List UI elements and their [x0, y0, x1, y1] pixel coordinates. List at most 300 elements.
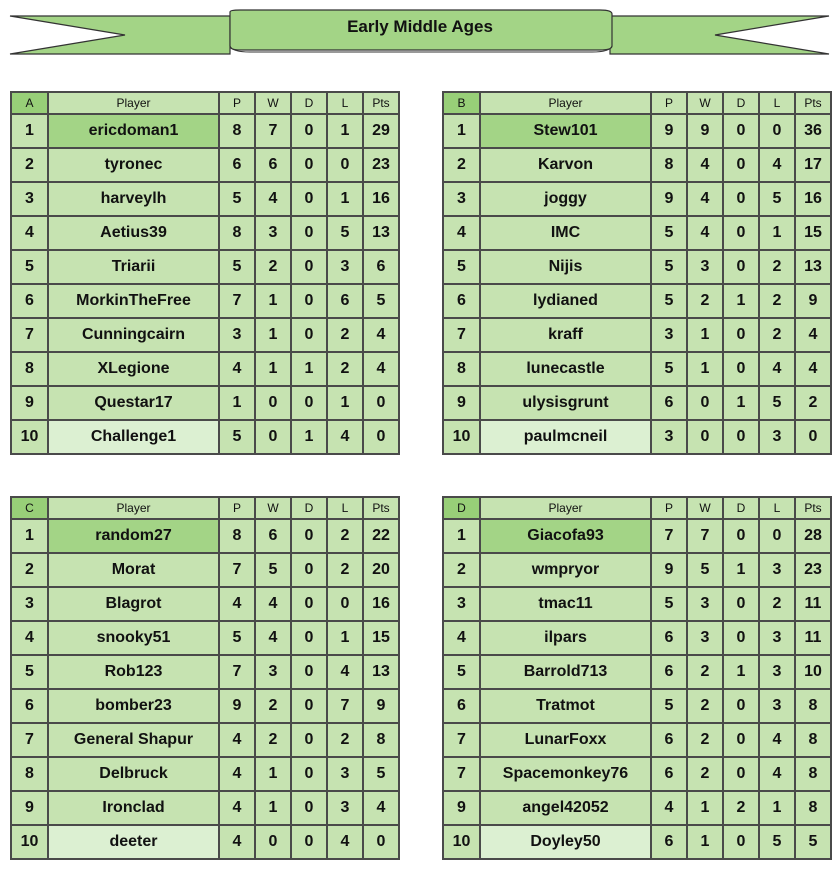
l-cell: 3 [327, 250, 363, 284]
d-cell: 0 [291, 250, 327, 284]
table-row [11, 757, 399, 791]
d-cell: 0 [291, 553, 327, 587]
rank-cell: 4 [11, 216, 48, 250]
player-name-cell: Doyley50 [480, 825, 651, 859]
rank-cell: 1 [443, 519, 480, 553]
pts-cell: 8 [795, 791, 831, 825]
pts-cell: 36 [795, 114, 831, 148]
pts-cell: 4 [363, 791, 399, 825]
l-cell: 6 [327, 284, 363, 318]
l-cell: 2 [327, 723, 363, 757]
table-row [11, 825, 399, 859]
pts-cell: 4 [795, 318, 831, 352]
player-name-cell: tmac11 [480, 587, 651, 621]
player-name-cell: bomber23 [48, 689, 219, 723]
w-cell: 1 [255, 791, 291, 825]
w-cell: 0 [255, 420, 291, 454]
w-cell: 2 [687, 723, 723, 757]
rank-cell: 7 [443, 757, 480, 791]
table-row [11, 587, 399, 621]
player-name-cell: IMC [480, 216, 651, 250]
p-cell: 5 [651, 284, 687, 318]
pts-cell: 0 [363, 386, 399, 420]
w-cell: 5 [687, 553, 723, 587]
d-cell: 0 [291, 318, 327, 352]
l-cell: 2 [327, 553, 363, 587]
d-cell: 0 [723, 757, 759, 791]
l-cell: 1 [327, 621, 363, 655]
rank-cell: 9 [11, 791, 48, 825]
p-cell: 7 [219, 553, 255, 587]
pts-cell: 0 [795, 420, 831, 454]
player-name-cell: tyronec [48, 148, 219, 182]
rank-cell: 6 [443, 689, 480, 723]
w-cell: 2 [255, 689, 291, 723]
w-cell: 4 [687, 216, 723, 250]
rank-cell: 3 [11, 182, 48, 216]
p-cell: 1 [219, 386, 255, 420]
table-row [443, 250, 831, 284]
pts-cell: 6 [363, 250, 399, 284]
p-cell: 5 [651, 250, 687, 284]
table-row [443, 284, 831, 318]
pts-cell: 0 [363, 825, 399, 859]
column-header-p: P [651, 92, 687, 114]
column-header-d: D [723, 497, 759, 519]
player-name-cell: Challenge1 [48, 420, 219, 454]
player-name-cell: Triarii [48, 250, 219, 284]
table-row [443, 114, 831, 148]
p-cell: 5 [651, 689, 687, 723]
p-cell: 6 [651, 386, 687, 420]
l-cell: 5 [759, 386, 795, 420]
rank-cell: 1 [443, 114, 480, 148]
group-b-table [442, 91, 832, 455]
l-cell: 4 [759, 723, 795, 757]
pts-cell: 5 [363, 757, 399, 791]
rank-cell: 6 [11, 689, 48, 723]
d-cell: 0 [291, 655, 327, 689]
l-cell: 4 [759, 352, 795, 386]
table-row [11, 216, 399, 250]
d-cell: 0 [723, 723, 759, 757]
column-header-p: P [219, 497, 255, 519]
d-cell: 0 [291, 216, 327, 250]
table-row [443, 757, 831, 791]
table-row [11, 420, 399, 454]
w-cell: 0 [255, 825, 291, 859]
rank-cell: 10 [11, 825, 48, 859]
l-cell: 1 [327, 386, 363, 420]
p-cell: 6 [219, 148, 255, 182]
w-cell: 6 [255, 148, 291, 182]
column-header-player: Player [480, 92, 651, 114]
table-row [11, 114, 399, 148]
d-cell: 0 [723, 420, 759, 454]
l-cell: 2 [327, 318, 363, 352]
l-cell: 2 [759, 587, 795, 621]
d-cell: 0 [291, 621, 327, 655]
d-cell: 0 [723, 114, 759, 148]
rank-cell: 10 [443, 420, 480, 454]
w-cell: 3 [687, 621, 723, 655]
l-cell: 3 [759, 420, 795, 454]
w-cell: 4 [687, 182, 723, 216]
pts-cell: 16 [795, 182, 831, 216]
table-row [443, 791, 831, 825]
player-name-cell: ilpars [480, 621, 651, 655]
column-header-w: W [687, 92, 723, 114]
rank-cell: 5 [11, 250, 48, 284]
player-name-cell: Morat [48, 553, 219, 587]
d-cell: 0 [723, 352, 759, 386]
player-name-cell: Rob123 [48, 655, 219, 689]
player-name-cell: XLegione [48, 352, 219, 386]
table-row [443, 352, 831, 386]
pts-cell: 11 [795, 621, 831, 655]
player-name-cell: kraff [480, 318, 651, 352]
player-name-cell: angel42052 [480, 791, 651, 825]
d-cell: 0 [723, 519, 759, 553]
w-cell: 1 [255, 352, 291, 386]
column-header-pts: Pts [363, 92, 399, 114]
d-cell: 2 [723, 791, 759, 825]
d-cell: 0 [291, 114, 327, 148]
pts-cell: 2 [795, 386, 831, 420]
w-cell: 0 [687, 386, 723, 420]
column-header-d: D [723, 92, 759, 114]
d-cell: 0 [291, 587, 327, 621]
rank-cell: 1 [11, 519, 48, 553]
w-cell: 0 [255, 386, 291, 420]
page-title: Early Middle Ages [347, 17, 493, 36]
rank-cell: 2 [11, 148, 48, 182]
rank-cell: 9 [443, 791, 480, 825]
column-header-pts: Pts [795, 497, 831, 519]
p-cell: 8 [219, 216, 255, 250]
pts-cell: 8 [363, 723, 399, 757]
d-cell: 0 [291, 519, 327, 553]
player-name-cell: ericdoman1 [48, 114, 219, 148]
d-cell: 0 [291, 757, 327, 791]
rank-cell: 9 [443, 386, 480, 420]
w-cell: 4 [687, 148, 723, 182]
table-row [443, 587, 831, 621]
p-cell: 5 [651, 352, 687, 386]
column-header-pts: Pts [363, 497, 399, 519]
rank-cell: 2 [443, 148, 480, 182]
p-cell: 6 [651, 655, 687, 689]
table-row [443, 723, 831, 757]
l-cell: 1 [759, 791, 795, 825]
player-name-cell: LunarFoxx [480, 723, 651, 757]
pts-cell: 10 [795, 655, 831, 689]
table-row [11, 621, 399, 655]
p-cell: 5 [219, 621, 255, 655]
player-name-cell: harveylh [48, 182, 219, 216]
p-cell: 6 [651, 621, 687, 655]
rank-cell: 4 [11, 621, 48, 655]
w-cell: 1 [687, 825, 723, 859]
w-cell: 2 [687, 757, 723, 791]
rank-cell: 2 [443, 553, 480, 587]
p-cell: 3 [651, 318, 687, 352]
column-header-player: Player [48, 92, 219, 114]
table-row [443, 621, 831, 655]
d-cell: 1 [723, 655, 759, 689]
table-row [443, 553, 831, 587]
d-cell: 0 [291, 386, 327, 420]
l-cell: 2 [759, 250, 795, 284]
d-cell: 0 [291, 182, 327, 216]
player-name-cell: Barrold713 [480, 655, 651, 689]
player-name-cell: Delbruck [48, 757, 219, 791]
d-cell: 0 [723, 250, 759, 284]
w-cell: 2 [687, 655, 723, 689]
l-cell: 4 [759, 148, 795, 182]
pts-cell: 4 [363, 318, 399, 352]
pts-cell: 15 [795, 216, 831, 250]
table-row [11, 148, 399, 182]
table-row [11, 791, 399, 825]
w-cell: 1 [687, 318, 723, 352]
p-cell: 8 [651, 148, 687, 182]
rank-cell: 9 [11, 386, 48, 420]
p-cell: 7 [219, 655, 255, 689]
table-row [11, 553, 399, 587]
rank-cell: 3 [443, 587, 480, 621]
p-cell: 3 [651, 420, 687, 454]
table-row [11, 284, 399, 318]
pts-cell: 22 [363, 519, 399, 553]
p-cell: 7 [219, 284, 255, 318]
group-d-table [442, 496, 832, 860]
column-header-l: L [327, 92, 363, 114]
d-cell: 0 [723, 825, 759, 859]
player-name-cell: Giacofa93 [480, 519, 651, 553]
p-cell: 4 [219, 757, 255, 791]
rank-cell: 2 [11, 553, 48, 587]
rank-cell: 8 [11, 352, 48, 386]
l-cell: 0 [759, 519, 795, 553]
player-name-cell: Ironclad [48, 791, 219, 825]
table-row [11, 386, 399, 420]
banner-left-tail [10, 16, 230, 54]
pts-cell: 5 [363, 284, 399, 318]
group-letter: B [443, 92, 480, 114]
table-header-row [11, 92, 399, 114]
w-cell: 6 [255, 519, 291, 553]
l-cell: 3 [759, 689, 795, 723]
d-cell: 0 [291, 148, 327, 182]
w-cell: 1 [255, 318, 291, 352]
l-cell: 2 [759, 318, 795, 352]
p-cell: 4 [219, 352, 255, 386]
d-cell: 0 [723, 182, 759, 216]
table-row [11, 318, 399, 352]
rank-cell: 10 [443, 825, 480, 859]
column-header-w: W [687, 497, 723, 519]
d-cell: 0 [291, 284, 327, 318]
player-name-cell: Blagrot [48, 587, 219, 621]
column-header-d: D [291, 92, 327, 114]
rank-cell: 5 [11, 655, 48, 689]
table-row [443, 182, 831, 216]
rank-cell: 3 [443, 182, 480, 216]
player-name-cell: Tratmot [480, 689, 651, 723]
rank-cell: 7 [11, 723, 48, 757]
l-cell: 4 [327, 825, 363, 859]
d-cell: 0 [291, 825, 327, 859]
p-cell: 6 [651, 825, 687, 859]
w-cell: 2 [255, 723, 291, 757]
column-header-l: L [759, 497, 795, 519]
p-cell: 9 [219, 689, 255, 723]
l-cell: 7 [327, 689, 363, 723]
p-cell: 6 [651, 723, 687, 757]
table-row [443, 519, 831, 553]
table-row [443, 216, 831, 250]
w-cell: 2 [255, 250, 291, 284]
d-cell: 1 [723, 284, 759, 318]
column-header-d: D [291, 497, 327, 519]
table-header-row [11, 497, 399, 519]
player-name-cell: ulysisgrunt [480, 386, 651, 420]
w-cell: 4 [255, 621, 291, 655]
d-cell: 0 [291, 791, 327, 825]
l-cell: 0 [327, 587, 363, 621]
rank-cell: 6 [11, 284, 48, 318]
w-cell: 3 [255, 655, 291, 689]
w-cell: 3 [687, 587, 723, 621]
column-header-player: Player [48, 497, 219, 519]
player-name-cell: Cunningcairn [48, 318, 219, 352]
player-name-cell: Stew101 [480, 114, 651, 148]
w-cell: 3 [255, 216, 291, 250]
player-name-cell: random27 [48, 519, 219, 553]
p-cell: 4 [219, 791, 255, 825]
pts-cell: 13 [363, 216, 399, 250]
w-cell: 2 [687, 284, 723, 318]
column-header-w: W [255, 497, 291, 519]
pts-cell: 8 [795, 723, 831, 757]
w-cell: 1 [687, 352, 723, 386]
table-row [443, 318, 831, 352]
pts-cell: 4 [795, 352, 831, 386]
pts-cell: 23 [363, 148, 399, 182]
d-cell: 0 [723, 318, 759, 352]
w-cell: 3 [687, 250, 723, 284]
group-a-table [10, 91, 400, 455]
pts-cell: 20 [363, 553, 399, 587]
l-cell: 3 [759, 621, 795, 655]
rank-cell: 6 [443, 284, 480, 318]
player-name-cell: Karvon [480, 148, 651, 182]
group-c-table [10, 496, 400, 860]
table-row [443, 420, 831, 454]
pts-cell: 13 [363, 655, 399, 689]
pts-cell: 5 [795, 825, 831, 859]
column-header-player: Player [480, 497, 651, 519]
player-name-cell: Questar17 [48, 386, 219, 420]
rank-cell: 7 [443, 318, 480, 352]
p-cell: 5 [651, 216, 687, 250]
l-cell: 5 [759, 825, 795, 859]
d-cell: 0 [291, 723, 327, 757]
d-cell: 1 [291, 352, 327, 386]
player-name-cell: snooky51 [48, 621, 219, 655]
p-cell: 3 [219, 318, 255, 352]
d-cell: 0 [723, 587, 759, 621]
table-row [11, 689, 399, 723]
w-cell: 7 [687, 519, 723, 553]
column-header-pts: Pts [795, 92, 831, 114]
l-cell: 1 [327, 182, 363, 216]
d-cell: 1 [291, 420, 327, 454]
table-header-row [443, 92, 831, 114]
rank-cell: 10 [11, 420, 48, 454]
p-cell: 4 [219, 825, 255, 859]
l-cell: 2 [327, 519, 363, 553]
group-letter: D [443, 497, 480, 519]
pts-cell: 8 [795, 757, 831, 791]
l-cell: 3 [759, 655, 795, 689]
pts-cell: 8 [795, 689, 831, 723]
l-cell: 4 [327, 655, 363, 689]
player-name-cell: General Shapur [48, 723, 219, 757]
w-cell: 7 [255, 114, 291, 148]
p-cell: 5 [651, 587, 687, 621]
table-row [11, 519, 399, 553]
column-header-l: L [327, 497, 363, 519]
w-cell: 4 [255, 182, 291, 216]
player-name-cell: joggy [480, 182, 651, 216]
player-name-cell: Nijis [480, 250, 651, 284]
rank-cell: 1 [11, 114, 48, 148]
p-cell: 4 [219, 587, 255, 621]
player-name-cell: paulmcneil [480, 420, 651, 454]
pts-cell: 13 [795, 250, 831, 284]
d-cell: 0 [291, 689, 327, 723]
table-row [443, 689, 831, 723]
rank-cell: 8 [11, 757, 48, 791]
l-cell: 4 [327, 420, 363, 454]
w-cell: 1 [255, 757, 291, 791]
pts-cell: 16 [363, 182, 399, 216]
p-cell: 4 [651, 791, 687, 825]
d-cell: 0 [723, 689, 759, 723]
l-cell: 3 [327, 791, 363, 825]
l-cell: 3 [759, 553, 795, 587]
player-name-cell: Aetius39 [48, 216, 219, 250]
group-letter: C [11, 497, 48, 519]
column-header-p: P [651, 497, 687, 519]
pts-cell: 29 [363, 114, 399, 148]
rank-cell: 5 [443, 250, 480, 284]
table-row [11, 250, 399, 284]
p-cell: 9 [651, 114, 687, 148]
pts-cell: 9 [795, 284, 831, 318]
column-header-l: L [759, 92, 795, 114]
d-cell: 0 [723, 621, 759, 655]
p-cell: 9 [651, 553, 687, 587]
table-header-row [443, 497, 831, 519]
l-cell: 4 [759, 757, 795, 791]
w-cell: 9 [687, 114, 723, 148]
player-name-cell: lydianed [480, 284, 651, 318]
w-cell: 5 [255, 553, 291, 587]
l-cell: 2 [759, 284, 795, 318]
